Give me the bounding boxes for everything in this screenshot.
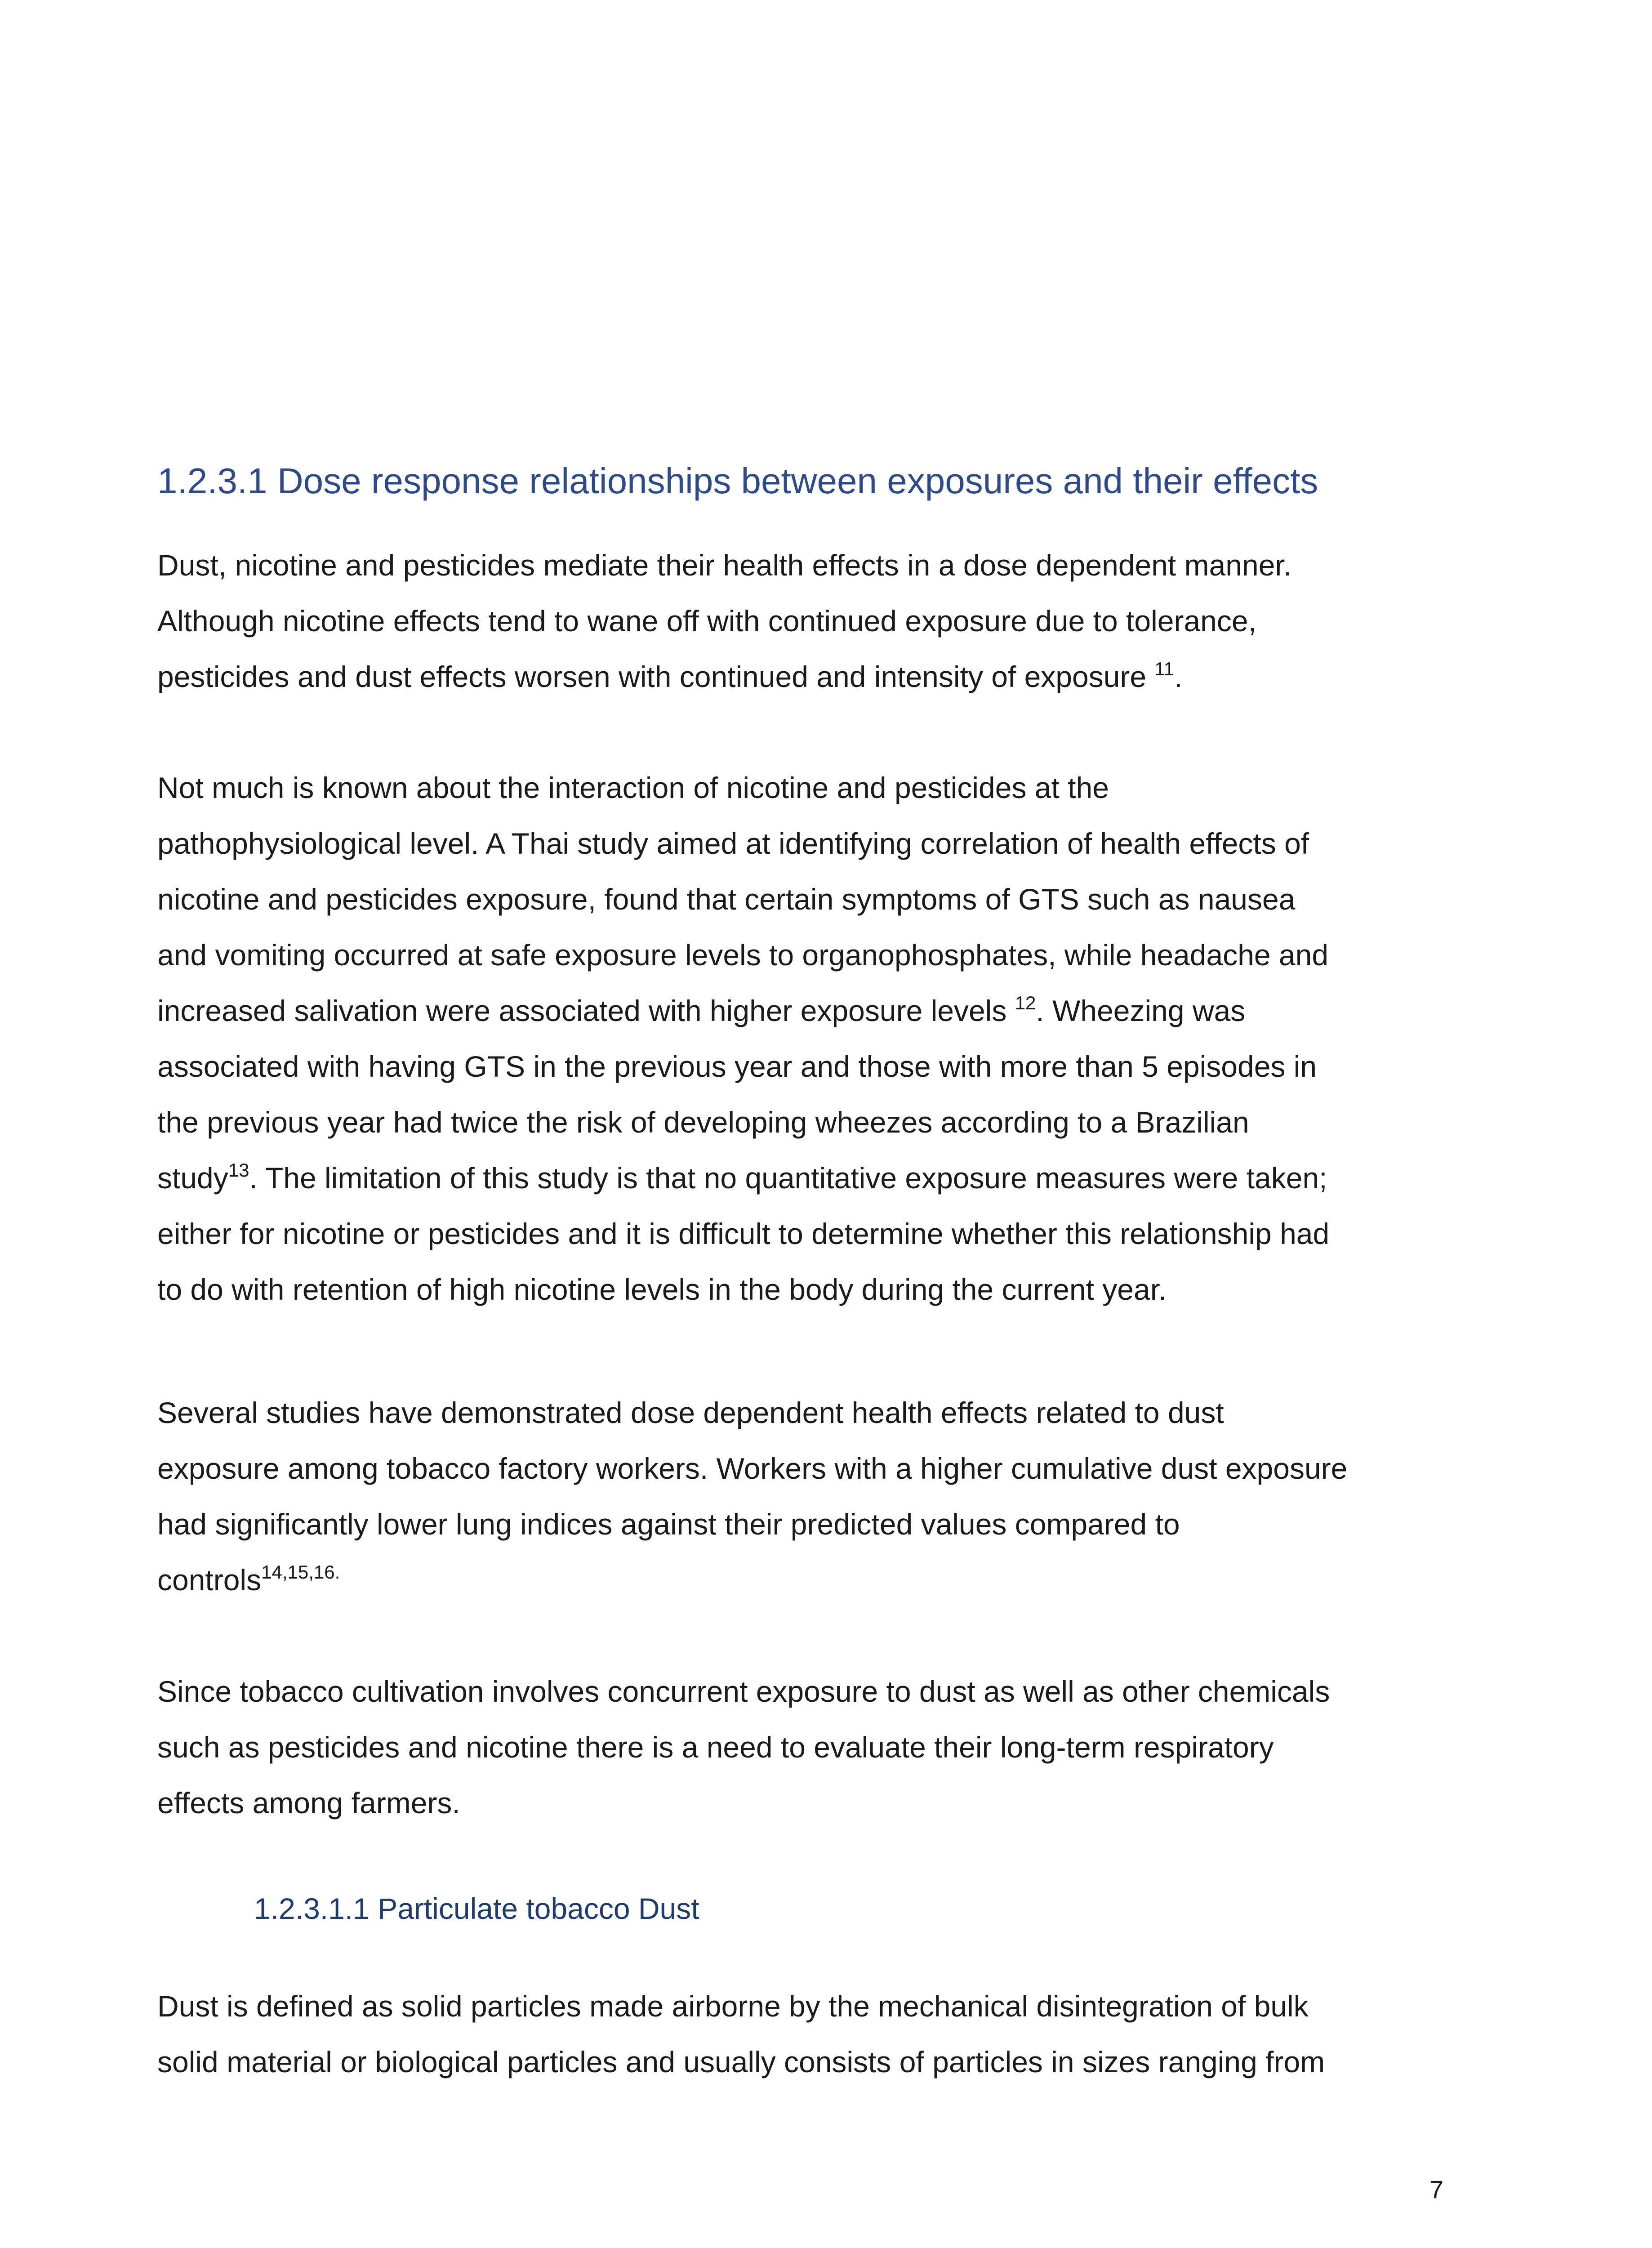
text-line: nicotine and pesticides exposure, found that certain symptoms of GTS such as nausea: [157, 883, 1296, 916]
paragraph-interaction: [157, 760, 1483, 1317]
text-segment: .: [1174, 660, 1183, 693]
text-line: [157, 649, 1483, 705]
text-line: pathophysiological level. A Thai study aimed at identifying correlation of health effects of: [157, 827, 1309, 860]
text-line: associated with having GTS in the previous year and those with more than 5 episodes in: [157, 1050, 1317, 1083]
text-segment: study: [157, 1161, 228, 1195]
text-line: [157, 1150, 1483, 1206]
subsection-heading: 1.2.3.1.1 Particulate tobacco Dust: [254, 1892, 699, 1925]
text-line: Dust, nicotine and pesticides mediate their health effects in a dose dependent manner.: [157, 549, 1292, 582]
text-line: exposure among tobacco factory workers. Workers with a higher cumulative dust exposure: [157, 1452, 1348, 1485]
text-line: the previous year had twice the risk of developing wheezes according to a Brazilian: [157, 1106, 1249, 1139]
text-line: [157, 1552, 1483, 1608]
text-line: effects among farmers.: [157, 1786, 460, 1820]
text-segment: controls: [157, 1563, 262, 1597]
text-segment: pesticides and dust effects worsen with continued and intensity of exposure: [157, 660, 1155, 693]
text-line: had significantly lower lung indices against their predicted values compared to: [157, 1508, 1180, 1541]
text-line: to do with retention of high nicotine levels in the body during the current year.: [157, 1273, 1167, 1306]
text-segment: . The limitation of this study is that no quantitative exposure measures were taken;: [249, 1161, 1327, 1195]
citation-ref: 11: [1154, 658, 1175, 679]
citation-ref: 13: [228, 1160, 249, 1181]
text-line: such as pesticides and nicotine there is a need to evaluate their long-term respiratory: [157, 1731, 1274, 1764]
text-segment: . Wheezing was: [1036, 994, 1246, 1027]
paragraph-dust-definition: [157, 1978, 1483, 2090]
page-number: 7: [1429, 2175, 1444, 2203]
text-line: solid material or biological particles and usually consists of particles in sizes ranging from: [157, 2045, 1325, 2079]
paragraph-factory-workers: [157, 1385, 1483, 1608]
text-line: [157, 983, 1483, 1039]
text-line: Although nicotine effects tend to wane off with continued exposure due to tolerance,: [157, 604, 1256, 638]
paragraph-dose-dependence: [157, 537, 1483, 705]
text-line: Several studies have demonstrated dose dependent health effects related to dust: [157, 1396, 1224, 1429]
text-segment: increased salivation were associated with higher exposure levels: [157, 994, 1015, 1027]
text-line: Not much is known about the interaction of nicotine and pesticides at the: [157, 771, 1109, 804]
text-line: Dust is defined as solid particles made airborne by the mechanical disintegration of bulk: [157, 1989, 1309, 2023]
citation-ref: 14,15,16.: [261, 1561, 340, 1583]
citation-ref: 12: [1015, 992, 1036, 1013]
section-heading: 1.2.3.1 Dose response relationships between exposures and their effects: [157, 461, 1318, 501]
text-line: and vomiting occurred at safe exposure levels to organophosphates, while headache and: [157, 938, 1329, 972]
text-line: Since tobacco cultivation involves concurrent exposure to dust as well as other chemicals: [157, 1675, 1330, 1708]
text-line: either for nicotine or pesticides and it is difficult to determine whether this relationship had: [157, 1217, 1330, 1250]
paragraph-cultivation: [157, 1664, 1483, 1831]
